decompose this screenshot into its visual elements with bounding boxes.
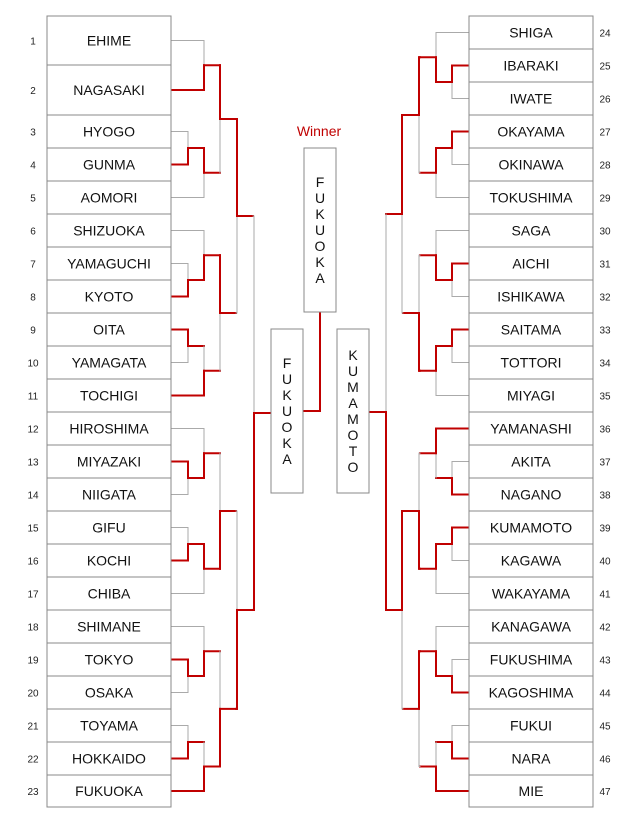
team-name: FUKUOKA (75, 783, 143, 799)
champion-name: F U K U O K A (314, 174, 326, 286)
team-name: YAMANASHI (490, 420, 572, 437)
seed-number: 31 (599, 259, 611, 271)
team-name: OKAYAMA (497, 123, 565, 140)
seed-number: 41 (599, 589, 611, 601)
team-name: YAMAGUCHI (67, 255, 151, 272)
finalist-left-name: F U K U O K A (281, 355, 293, 467)
team-name: GUNMA (82, 156, 136, 173)
seed-number: 3 (30, 127, 36, 139)
left-team-column (27, 16, 171, 807)
seed-number: 26 (599, 94, 611, 106)
seed-number: 11 (27, 391, 39, 403)
team-name: KAGOSHIMA (488, 684, 574, 701)
team-name: WAKAYAMA (491, 585, 571, 602)
seed-number: 10 (27, 358, 39, 370)
team-name: TOCHIGI (79, 387, 139, 404)
seed-number: 34 (599, 358, 611, 370)
seed-number: 42 (599, 622, 611, 634)
team-name: GIFU (92, 519, 126, 536)
seed-number: 6 (30, 226, 36, 238)
seed-number: 24 (599, 28, 611, 40)
seed-number: 8 (30, 292, 36, 304)
team-name: NAGANO (500, 486, 562, 503)
team-name: SAITAMA (500, 321, 562, 338)
seed-number: 36 (599, 424, 611, 436)
seed-number: 18 (27, 622, 39, 634)
team-name: CHIBA (87, 585, 131, 602)
team-name: IWATE (509, 90, 553, 107)
team-name: SAGA (511, 222, 551, 239)
team-name: KOCHI (86, 552, 132, 569)
seed-number: 9 (30, 325, 36, 337)
seed-number: 29 (599, 193, 611, 205)
seed-number: 43 (599, 655, 611, 667)
seed-number: 17 (27, 589, 39, 601)
team-name: SHIZUOKA (73, 222, 145, 239)
team-name: AICHI (512, 255, 550, 272)
seed-number: 35 (599, 391, 611, 403)
team-name: HYOGO (82, 123, 136, 140)
seed-number: 40 (599, 556, 611, 568)
team-name: IBARAKI (503, 57, 559, 74)
seed-number: 46 (599, 754, 611, 766)
seed-number: 27 (599, 127, 611, 139)
seed-number: 20 (27, 688, 39, 700)
team-name: OKINAWA (498, 156, 564, 173)
finalist-right-name: K U M A M O T O (347, 347, 359, 475)
team-name: ISHIKAWA (497, 288, 565, 305)
seed-number: 28 (599, 160, 611, 172)
seed-number: 39 (599, 523, 611, 535)
winner-caption: Winner (296, 123, 342, 139)
team-name: TOKYO (84, 651, 134, 668)
team-name: OSAKA (84, 684, 134, 701)
seed-number: 37 (599, 457, 611, 469)
team-name: NIIGATA (82, 486, 136, 503)
team-name: NARA (511, 750, 551, 767)
seed-number: 2 (30, 86, 36, 97)
seed-number: 30 (599, 226, 611, 238)
seed-number: 38 (599, 490, 611, 502)
seed-number: 45 (599, 721, 611, 733)
seed-number: 14 (27, 490, 39, 502)
team-name: MIE (518, 783, 544, 799)
seed-number: 19 (27, 655, 39, 667)
team-name: AKITA (511, 453, 551, 470)
team-name: KAGAWA (500, 552, 562, 569)
team-name: TOKUSHIMA (489, 189, 573, 206)
seed-number: 5 (30, 193, 36, 205)
right-team-column (469, 16, 611, 807)
seed-number: 44 (599, 688, 611, 700)
team-name: HIROSHIMA (69, 420, 149, 437)
team-name: NAGASAKI (73, 82, 145, 98)
seed-number: 23 (27, 787, 39, 798)
team-name: EHIME (86, 32, 132, 49)
team-name: FUKUI (510, 717, 552, 734)
team-name: MIYAGI (507, 387, 555, 404)
team-name: FUKUSHIMA (489, 651, 573, 668)
team-name: HOKKAIDO (72, 750, 146, 767)
seed-number: 22 (27, 754, 39, 766)
seed-number: 1 (30, 36, 36, 48)
team-name: SHIMANE (77, 618, 141, 635)
team-name: OITA (93, 321, 125, 338)
team-name: KUMAMOTO (489, 519, 573, 536)
seed-number: 13 (27, 457, 39, 469)
team-name: KYOTO (84, 288, 134, 305)
seed-number: 33 (599, 325, 611, 337)
seed-number: 12 (27, 424, 39, 436)
seed-number: 16 (27, 556, 39, 568)
bracket-lines (171, 33, 469, 792)
team-name: YAMAGATA (71, 354, 147, 371)
seed-number: 32 (599, 292, 611, 304)
seed-number: 25 (599, 61, 611, 73)
team-name: MIYAZAKI (76, 453, 142, 470)
team-name: SHIGA (509, 24, 553, 41)
seed-number: 47 (599, 787, 611, 798)
seed-number: 4 (30, 160, 36, 172)
seed-number: 7 (30, 259, 36, 271)
seed-number: 15 (27, 523, 39, 535)
team-name: TOYAMA (80, 717, 138, 734)
team-name: TOTTORI (500, 354, 562, 371)
seed-number: 21 (27, 721, 39, 733)
team-name: AOMORI (80, 189, 138, 206)
team-name: KANAGAWA (491, 618, 571, 635)
